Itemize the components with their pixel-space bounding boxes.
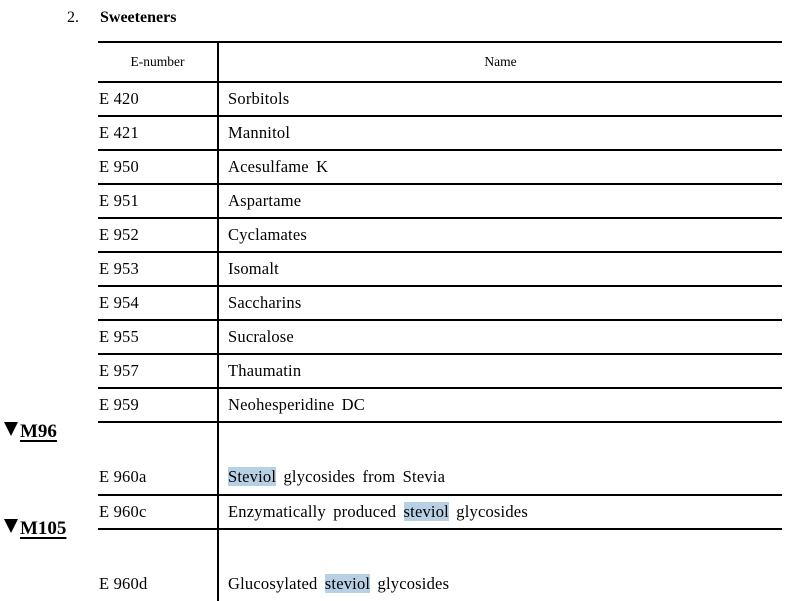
amendment-link[interactable]: M105	[20, 518, 67, 539]
name-text: glycosides from Stevia	[276, 467, 446, 486]
sweeteners-table	[98, 41, 782, 601]
name-text: glycosides	[448, 502, 528, 521]
e-number-cell: E 950	[98, 150, 218, 184]
table-row	[98, 184, 782, 218]
e-number-cell: E 953	[98, 252, 218, 286]
table-row	[98, 116, 782, 150]
search-highlight: steviol	[403, 502, 449, 521]
name-cell: Mannitol	[218, 116, 782, 150]
table-row	[98, 286, 782, 320]
header-name: Name	[218, 42, 782, 82]
name-cell	[218, 495, 782, 529]
table-row	[98, 388, 782, 422]
name-cell: Sorbitols	[218, 82, 782, 116]
table-row	[98, 218, 782, 252]
e-number-cell: E 954	[98, 286, 218, 320]
e-number-cell: E 955	[98, 320, 218, 354]
header-enumber: E-number	[98, 42, 218, 82]
search-highlight: steviol	[324, 574, 371, 593]
table-header-row	[98, 42, 782, 82]
amendment-link[interactable]: M96	[20, 421, 57, 442]
name-cell: Sucralose	[218, 320, 782, 354]
name-cell: Isomalt	[218, 252, 782, 286]
triangle-down-icon	[4, 519, 18, 533]
amendment-marker-m105[interactable]	[4, 518, 66, 540]
e-number-cell: E 960d	[99, 574, 148, 593]
e-number-cell: E 960c	[98, 495, 218, 529]
name-cell: Thaumatin	[218, 354, 782, 388]
triangle-down-icon	[4, 422, 18, 436]
table-row	[98, 320, 782, 354]
e-number-cell: E 951	[98, 184, 218, 218]
name-cell: Saccharins	[218, 286, 782, 320]
e-number-cell: E 420	[98, 82, 218, 116]
name-text: Enzymatically produced	[228, 502, 404, 521]
e-number-cell: E 959	[98, 388, 218, 422]
table-row	[98, 422, 782, 495]
e-number-cell: E 952	[98, 218, 218, 252]
e-number-cell: E 957	[98, 354, 218, 388]
name-cell	[218, 422, 782, 495]
search-highlight: Steviol	[228, 467, 277, 486]
table-row	[98, 354, 782, 388]
name-text: glycosides	[370, 574, 450, 593]
section-title: Sweeteners	[100, 9, 177, 26]
amendment-marker-m96[interactable]	[4, 421, 57, 443]
name-cell: Neohesperidine DC	[218, 388, 782, 422]
table-row	[98, 495, 782, 529]
table-row	[98, 82, 782, 116]
name-text: Glucosylated	[228, 574, 325, 593]
name-cell: Cyclamates	[218, 218, 782, 252]
table-row	[98, 529, 782, 601]
section-heading	[67, 8, 176, 28]
name-cell	[218, 529, 782, 601]
section-number: 2.	[67, 9, 79, 26]
e-number-cell: E 960a	[98, 422, 218, 495]
e-number-cell: E 421	[98, 116, 218, 150]
table-row	[98, 150, 782, 184]
name-cell: Aspartame	[218, 184, 782, 218]
table-row	[98, 252, 782, 286]
name-cell: Acesulfame K	[218, 150, 782, 184]
